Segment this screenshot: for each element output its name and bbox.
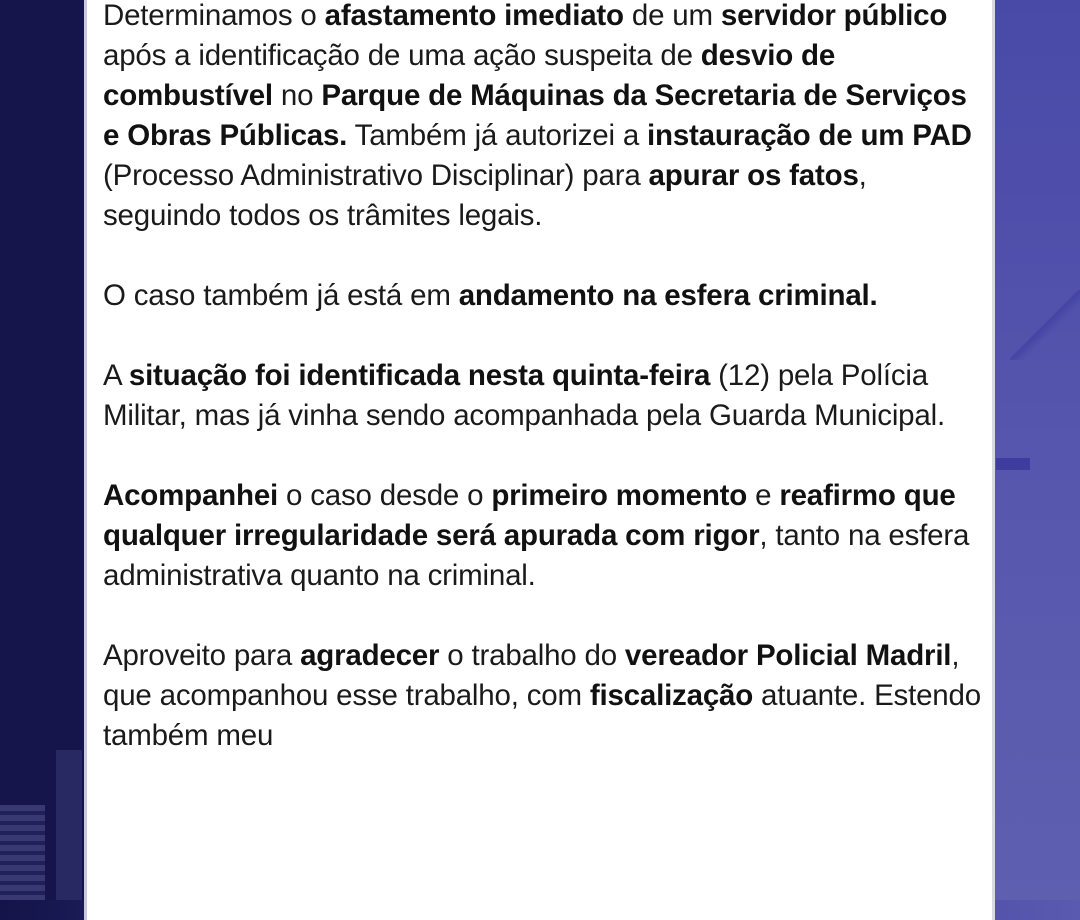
text-segment: , tanto na esfera administrativa quanto na criminal. xyxy=(103,519,970,592)
text-segment: , que acompanhou esse trabalho, com xyxy=(103,639,960,712)
building-silhouette xyxy=(0,805,45,900)
paragraph-3 xyxy=(103,356,983,436)
bold-segment: fiscalização xyxy=(589,679,754,712)
bold-segment: servidor público xyxy=(720,0,948,32)
paragraph-5 xyxy=(103,636,983,756)
bold-segment: agradecer xyxy=(300,639,440,672)
background-stripe xyxy=(996,458,1030,470)
text-segment: O caso também já está em xyxy=(103,279,459,312)
text-segment: o trabalho do xyxy=(439,639,625,672)
text-segment: o caso desde o xyxy=(278,479,492,512)
text-segment: de um xyxy=(623,0,721,32)
text-segment: Também já autorizei a xyxy=(347,119,648,152)
bold-segment: primeiro momento xyxy=(491,479,748,512)
paragraph-2 xyxy=(103,276,983,316)
building-silhouette xyxy=(56,750,82,900)
text-segment: (Processo Administrativo Disciplinar) para xyxy=(103,159,649,192)
text-segment: atuante. Estendo também meu xyxy=(103,679,981,752)
bold-segment: vereador Policial Madril xyxy=(624,639,952,672)
statement-card xyxy=(84,0,995,920)
text-segment: (12) pela Polícia Militar, mas já vinha sendo acompanhada pela Guarda Municipal. xyxy=(103,359,945,432)
text-segment: após a identificação de uma ação suspeita de xyxy=(103,39,701,72)
bold-segment: Acompanhei xyxy=(103,479,279,512)
bold-segment: reafirmo que qualquer irregularidade será apurada com rigor xyxy=(103,479,956,552)
paragraph-4 xyxy=(103,476,983,596)
background-diagonal-shape xyxy=(1010,290,1080,360)
bold-segment: apurar os fatos xyxy=(648,159,859,192)
bold-segment: andamento na esfera criminal. xyxy=(458,279,878,312)
bold-segment: situação foi identificada nesta quinta-feira xyxy=(128,359,711,392)
text-segment: Aproveito para xyxy=(103,639,301,672)
background-right-panel xyxy=(990,0,1080,900)
bold-segment: desvio de combustível xyxy=(103,39,836,112)
text-segment: Determinamos o xyxy=(103,0,325,32)
bold-segment: afastamento imediato xyxy=(324,0,624,32)
text-segment: e xyxy=(747,479,780,512)
bold-segment: Parque de Máquinas da Secretaria de Serviços e Obras Públicas. xyxy=(103,79,967,152)
statement-text xyxy=(103,0,983,796)
text-segment: A xyxy=(103,359,129,392)
bold-segment: instauração de um PAD xyxy=(647,119,972,152)
paragraph-1 xyxy=(103,0,983,236)
text-segment: , seguindo todos os trâmites legais. xyxy=(103,159,867,232)
text-segment: no xyxy=(272,79,322,112)
